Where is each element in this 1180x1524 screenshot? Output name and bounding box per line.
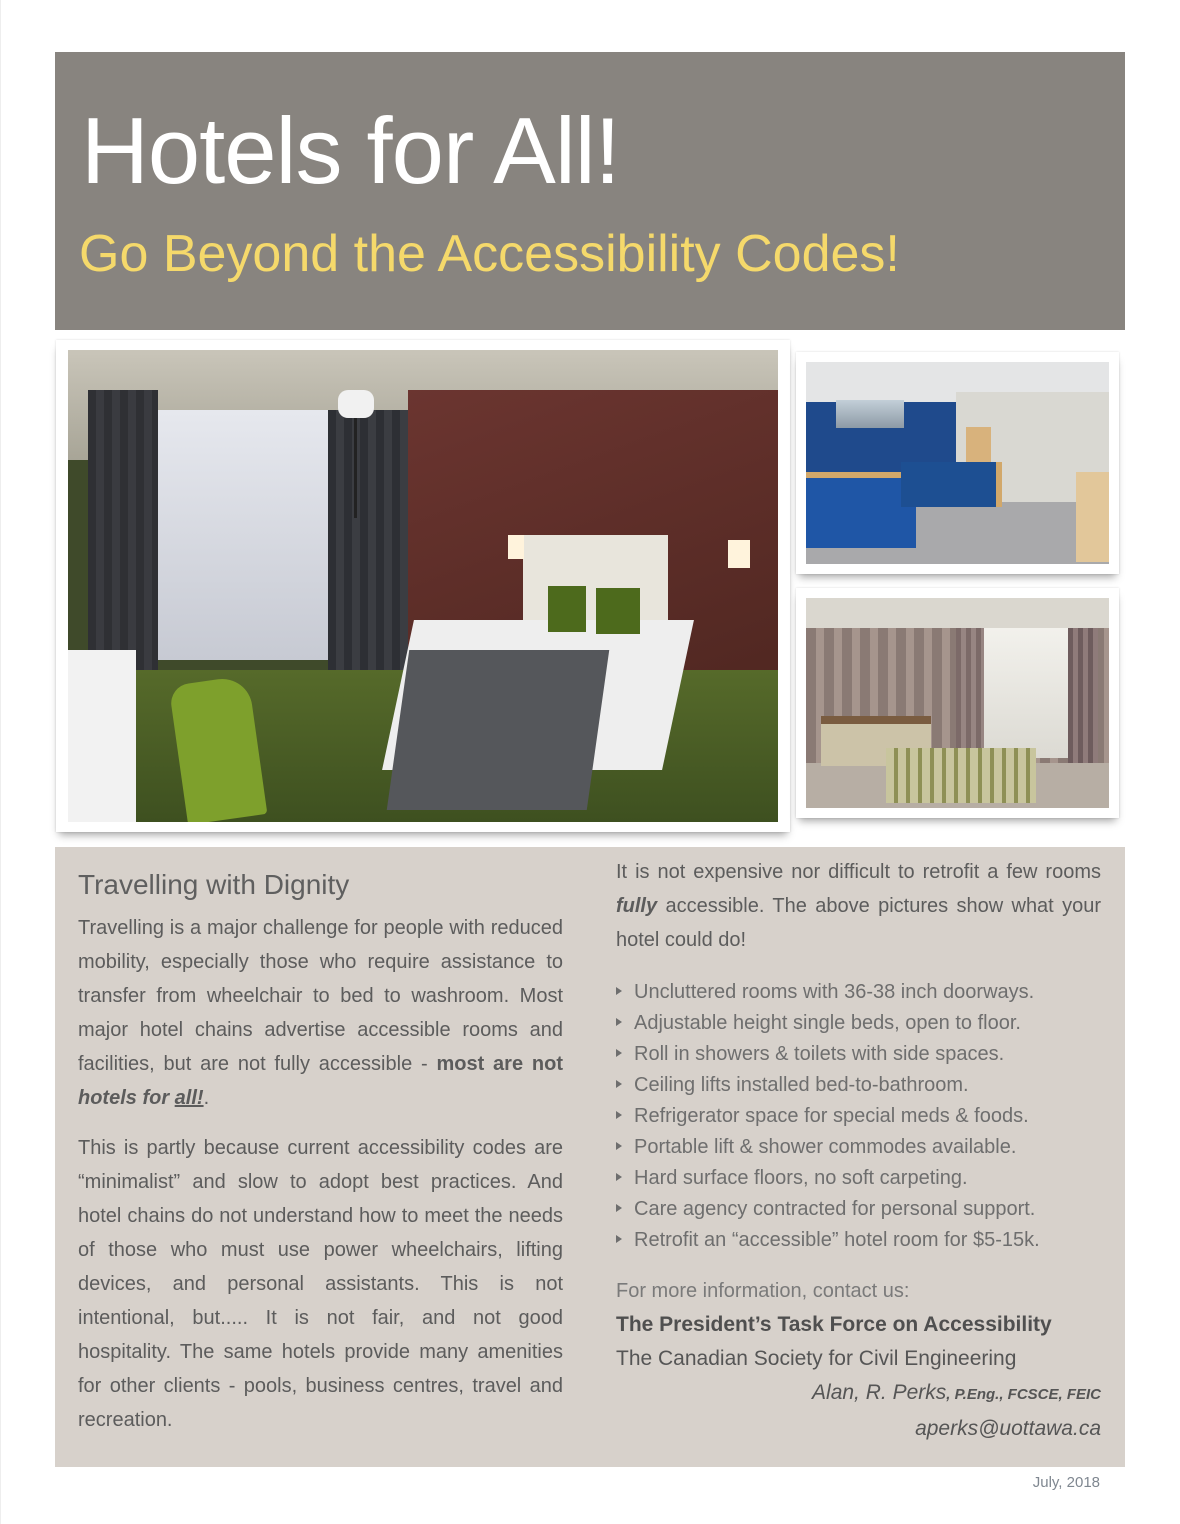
adjustable-bed (901, 462, 1002, 507)
triangle-bullet-icon (616, 1142, 622, 1150)
right-column (616, 855, 1101, 1446)
window (158, 410, 328, 660)
list-item (616, 1070, 1101, 1101)
triangle-bullet-icon (616, 1080, 622, 1088)
list-item (616, 1101, 1101, 1132)
para1-text: Travelling is a major challenge for people with reduced mobility, especially those who require assistance to transfer from wheelchair to bed to washroom. Most major hotel chains advertise accessible rooms and facilities, but are not fully accessible - (78, 917, 563, 1075)
contact-email-link[interactable]: aperks@uottawa.ca (915, 1417, 1101, 1440)
triangle-bullet-icon (616, 987, 622, 995)
list-item-text: Care agency contracted for personal support. (634, 1198, 1036, 1220)
left-column (78, 865, 563, 1453)
list-item (616, 1194, 1101, 1225)
list-item (616, 1163, 1101, 1194)
wall-lamp (508, 535, 524, 559)
photo-accessible-room-striped (806, 598, 1109, 808)
photo-frame-striped (796, 588, 1119, 818)
bed (806, 472, 916, 548)
para1-emphasis-all: all! (174, 1087, 204, 1109)
triangle-bullet-icon (616, 1049, 622, 1057)
list-item-text: Roll in showers & toilets with side spaces. (634, 1043, 1005, 1065)
contact-person-name: Alan, R. Perks (812, 1381, 947, 1404)
publication-date: July, 2018 (1032, 1474, 1100, 1491)
paragraph-retrofit (616, 855, 1101, 957)
list-item-text: Portable lift & shower commodes available. (634, 1136, 1017, 1158)
triangle-bullet-icon (616, 1204, 622, 1212)
bed (886, 748, 1036, 803)
list-item-text: Retrofit an “accessible” hotel room for $5-15k. (634, 1229, 1040, 1251)
triangle-bullet-icon (616, 1235, 622, 1243)
ceiling (806, 598, 1109, 628)
photo-accessible-room-blue (806, 362, 1109, 564)
list-item-text: Ceiling lifts installed bed-to-bathroom. (634, 1074, 969, 1096)
wall-lamp (728, 540, 750, 568)
list-item-text: Refrigerator space for special meds & foods. (634, 1105, 1029, 1127)
intro-start: It is not expensive nor difficult to retrofit a few rooms (616, 861, 1101, 883)
contact-credentials: , P.Eng., FCSCE, FEIC (946, 1386, 1101, 1403)
list-item (616, 1008, 1101, 1039)
ceiling-hoist-icon (338, 390, 374, 418)
list-item-text: Hard surface floors, no soft carpeting. (634, 1167, 968, 1189)
photo-frame-main (56, 340, 790, 832)
header-banner (55, 52, 1125, 330)
intro-end: accessible. The above pictures show what your hotel could do! (616, 895, 1101, 951)
triangle-bullet-icon (616, 1018, 622, 1026)
contact-organization: The President’s Task Force on Accessibility (616, 1313, 1052, 1336)
contact-prompt: For more information, contact us: (616, 1280, 910, 1302)
photo-accessible-room-green (68, 350, 778, 822)
wall-art (836, 400, 904, 428)
paragraph-intro (78, 911, 563, 1115)
feature-list (616, 977, 1101, 1256)
page-subtitle: Go Beyond the Accessibility Codes! (79, 225, 900, 283)
para1-bold-italic: hotels for (78, 1087, 175, 1109)
curtain (88, 390, 158, 690)
paragraph-codes: This is partly because current accessibility codes are “minimalist” and slow to adopt best practices. And hotel chains do not understand how to meet the needs of those who must use power wheelchairs, lifting devices, and personal assistants. This is not intentional, but..... It is not fair, and not good hospitality. The same hotels provide many amenities for other clients - pools, business centres, travel and recreation. (78, 1137, 563, 1431)
content-panel (55, 847, 1125, 1467)
triangle-bullet-icon (616, 1111, 622, 1119)
list-item (616, 1225, 1101, 1256)
page-edge (0, 0, 1, 1524)
contact-society: The Canadian Society for Civil Engineering (616, 1347, 1017, 1370)
desk (68, 650, 136, 822)
para1-end: . (203, 1087, 210, 1109)
dresser (1076, 472, 1109, 562)
list-item-text: Uncluttered rooms with 36-38 inch doorways. (634, 981, 1035, 1003)
page-title: Hotels for All! (81, 98, 620, 203)
triangle-bullet-icon (616, 1173, 622, 1181)
blanket (387, 650, 609, 810)
contact-person (616, 1376, 1101, 1412)
section-heading: Travelling with Dignity (78, 869, 350, 900)
pillow (596, 588, 640, 634)
list-item (616, 1132, 1101, 1163)
list-item (616, 1039, 1101, 1070)
intro-emphasis: fully (616, 895, 658, 917)
curtain (328, 410, 408, 700)
list-item-text: Adjustable height single beds, open to floor. (634, 1012, 1021, 1034)
photo-frame-blue (796, 352, 1119, 574)
para1-bold: most are not (436, 1053, 563, 1075)
pillow (548, 586, 586, 632)
list-item (616, 977, 1101, 1008)
hoist-strap (354, 418, 357, 518)
window (981, 628, 1071, 758)
